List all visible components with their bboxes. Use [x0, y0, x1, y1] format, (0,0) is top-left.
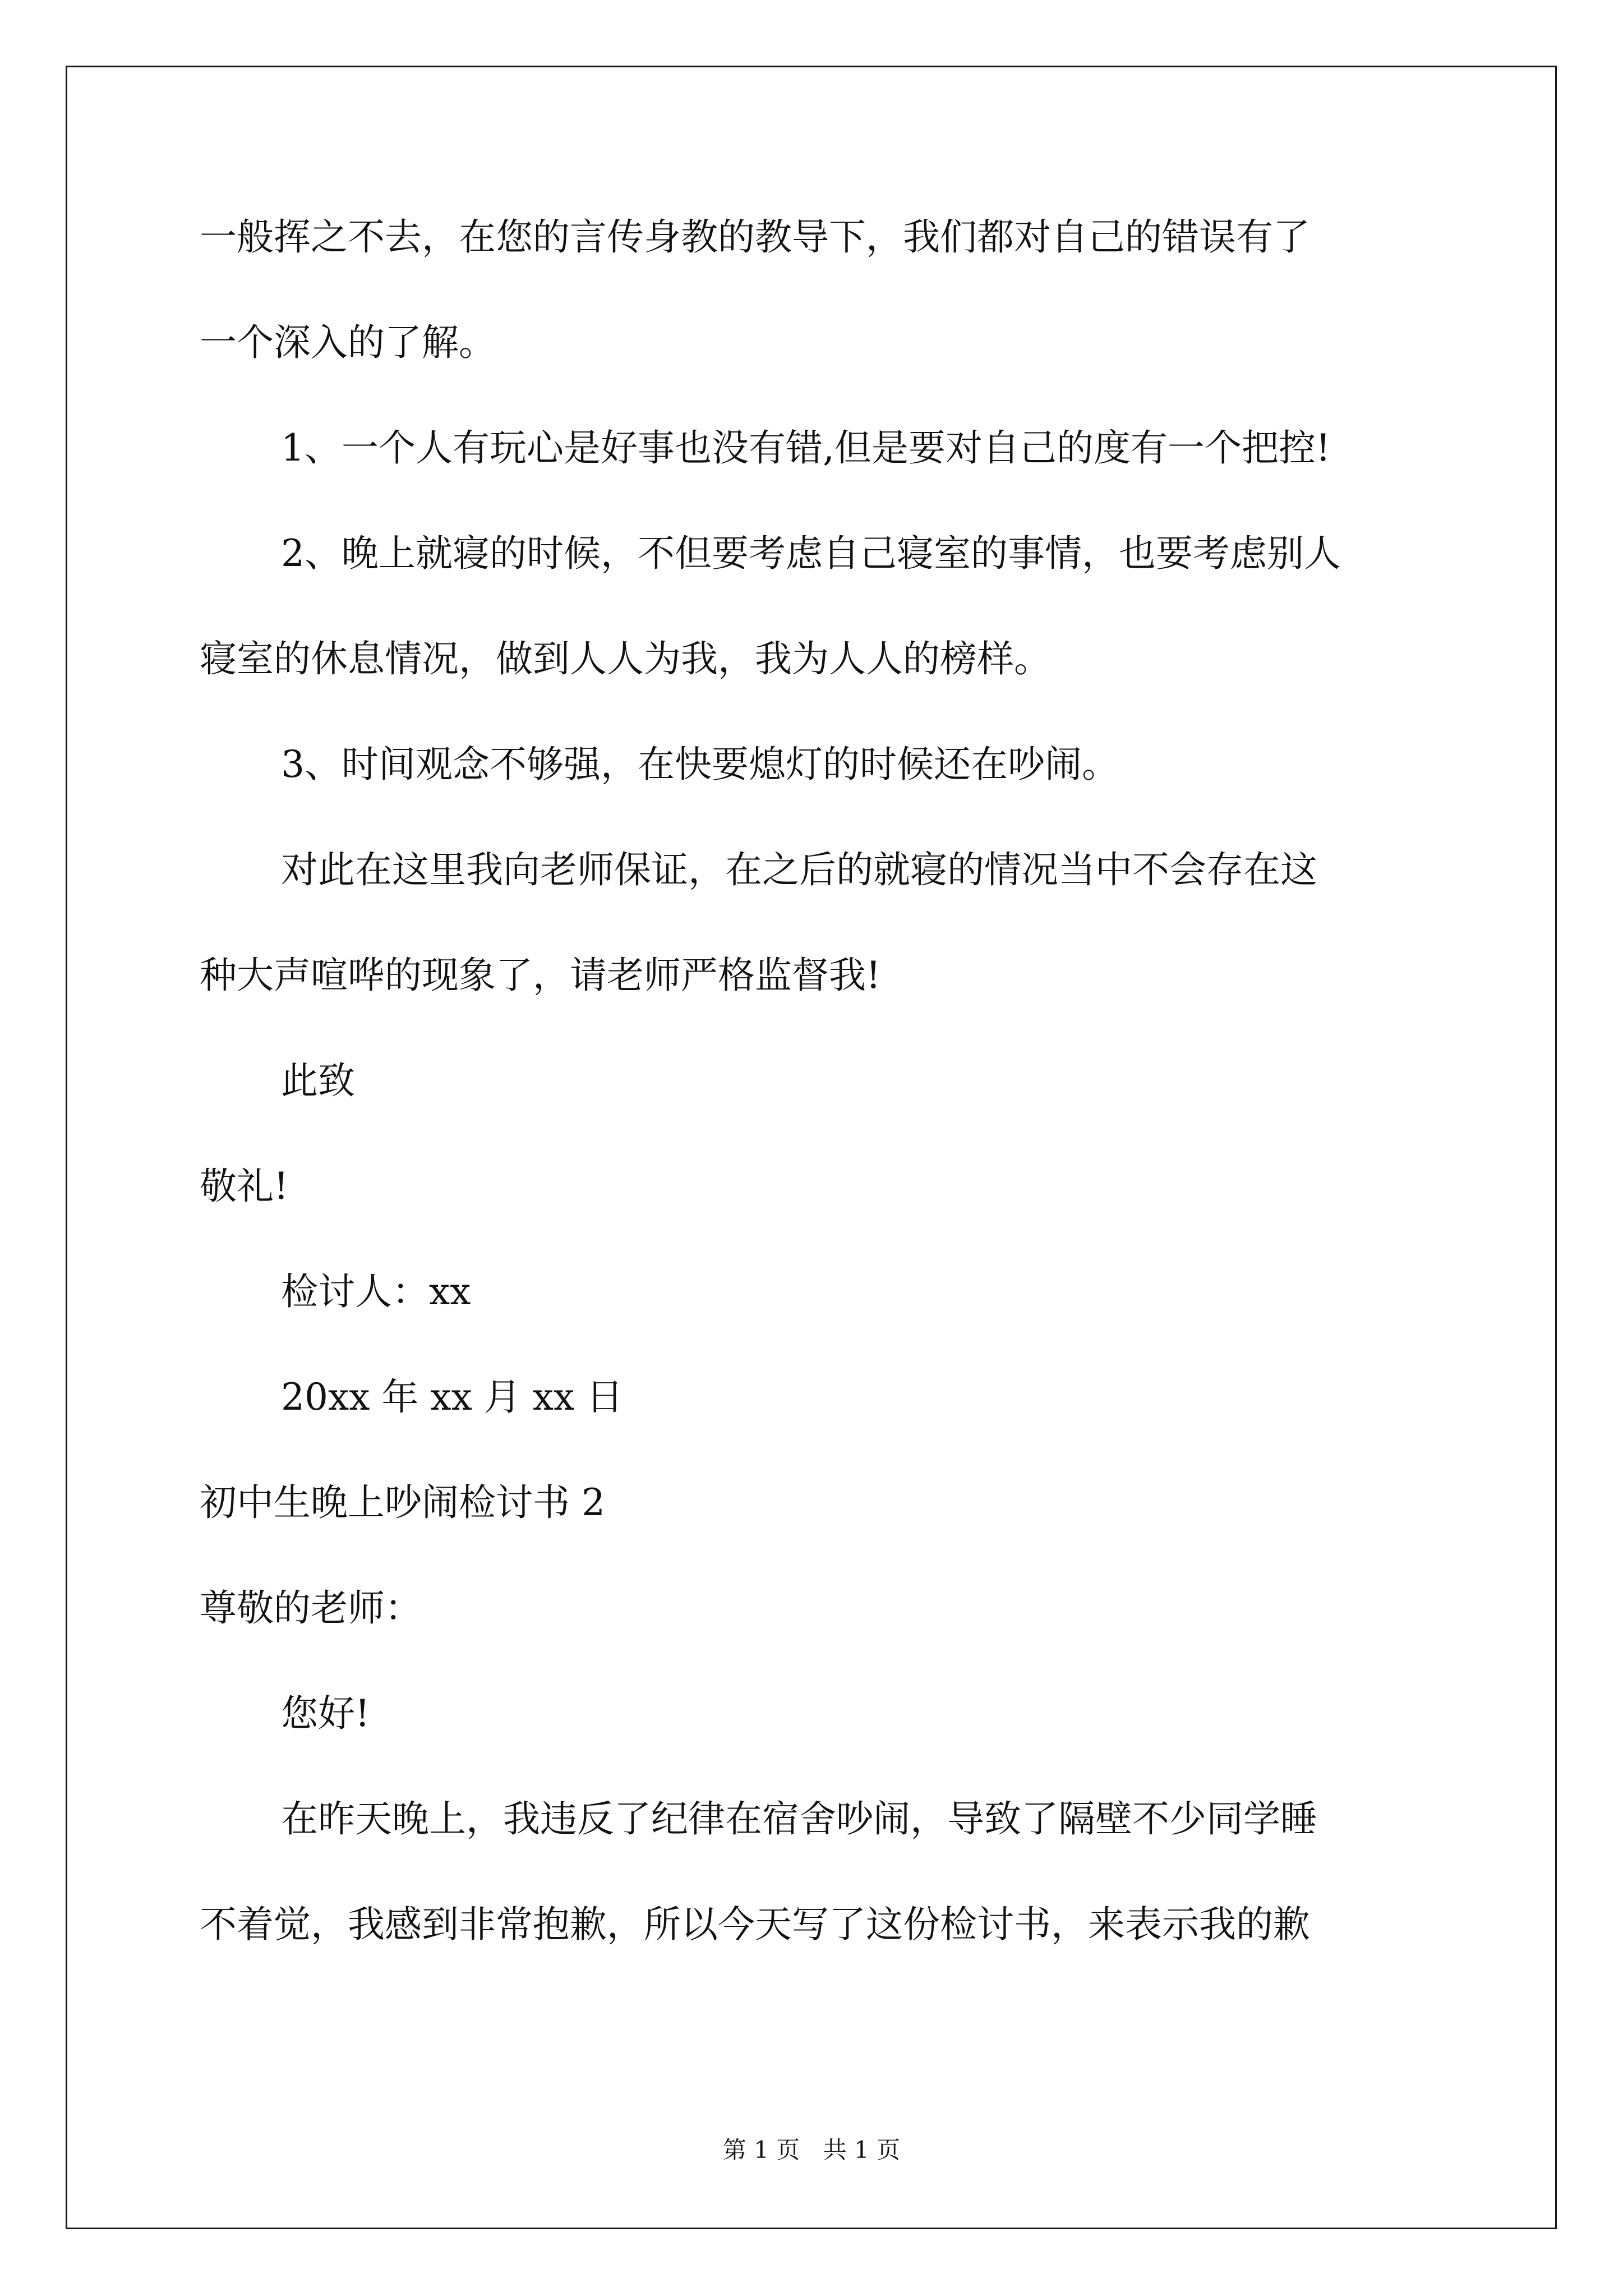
- text-line: 在昨天晚上，我违反了纪律在宿舍吵闹，导致了隔壁不少同学睡: [281, 1797, 1317, 1841]
- text-line: 对此在这里我向老师保证，在之后的就寝的情况当中不会存在这: [281, 848, 1317, 891]
- text-line: 一个深入的了解。: [200, 321, 496, 364]
- section-title: 初中生晚上吵闹检讨书 2: [200, 1481, 605, 1524]
- date-line: 20xx 年 xx 月 xx 日: [281, 1375, 624, 1419]
- closing-salutation: 此致: [281, 1059, 355, 1102]
- page-number: 第 1 页: [722, 2136, 800, 2164]
- closing-regards: 敬礼!: [200, 1165, 289, 1208]
- text-line: 种大声喧哗的现象了，请老师严格监督我!: [200, 954, 881, 997]
- list-item-1: 1、一个人有玩心是好事也没有错,但是要对自己的度有一个把控!: [281, 426, 1331, 470]
- greeting-hello: 您好!: [281, 1692, 370, 1735]
- greeting: 尊敬的老师：: [200, 1586, 422, 1630]
- page-footer: [0, 2132, 1623, 2165]
- page-total: 共 1 页: [823, 2136, 901, 2164]
- text-line: 一般挥之不去，在您的言传身教的教导下，我们都对自己的错误有了: [200, 215, 1310, 259]
- list-item-2: 2、晚上就寝的时候，不但要考虑自己寝室的事情，也要考虑别人: [281, 532, 1341, 575]
- text-line: 寝室的休息情况，做到人人为我，我为人人的榜样。: [200, 637, 1051, 680]
- list-item-3: 3、时间观念不够强，在快要熄灯的时候还在吵闹。: [281, 743, 1119, 786]
- text-line: 不着觉，我感到非常抱歉，所以今天写了这份检讨书，来表示我的歉: [200, 1903, 1310, 1946]
- signature: 检讨人：xx: [281, 1270, 471, 1313]
